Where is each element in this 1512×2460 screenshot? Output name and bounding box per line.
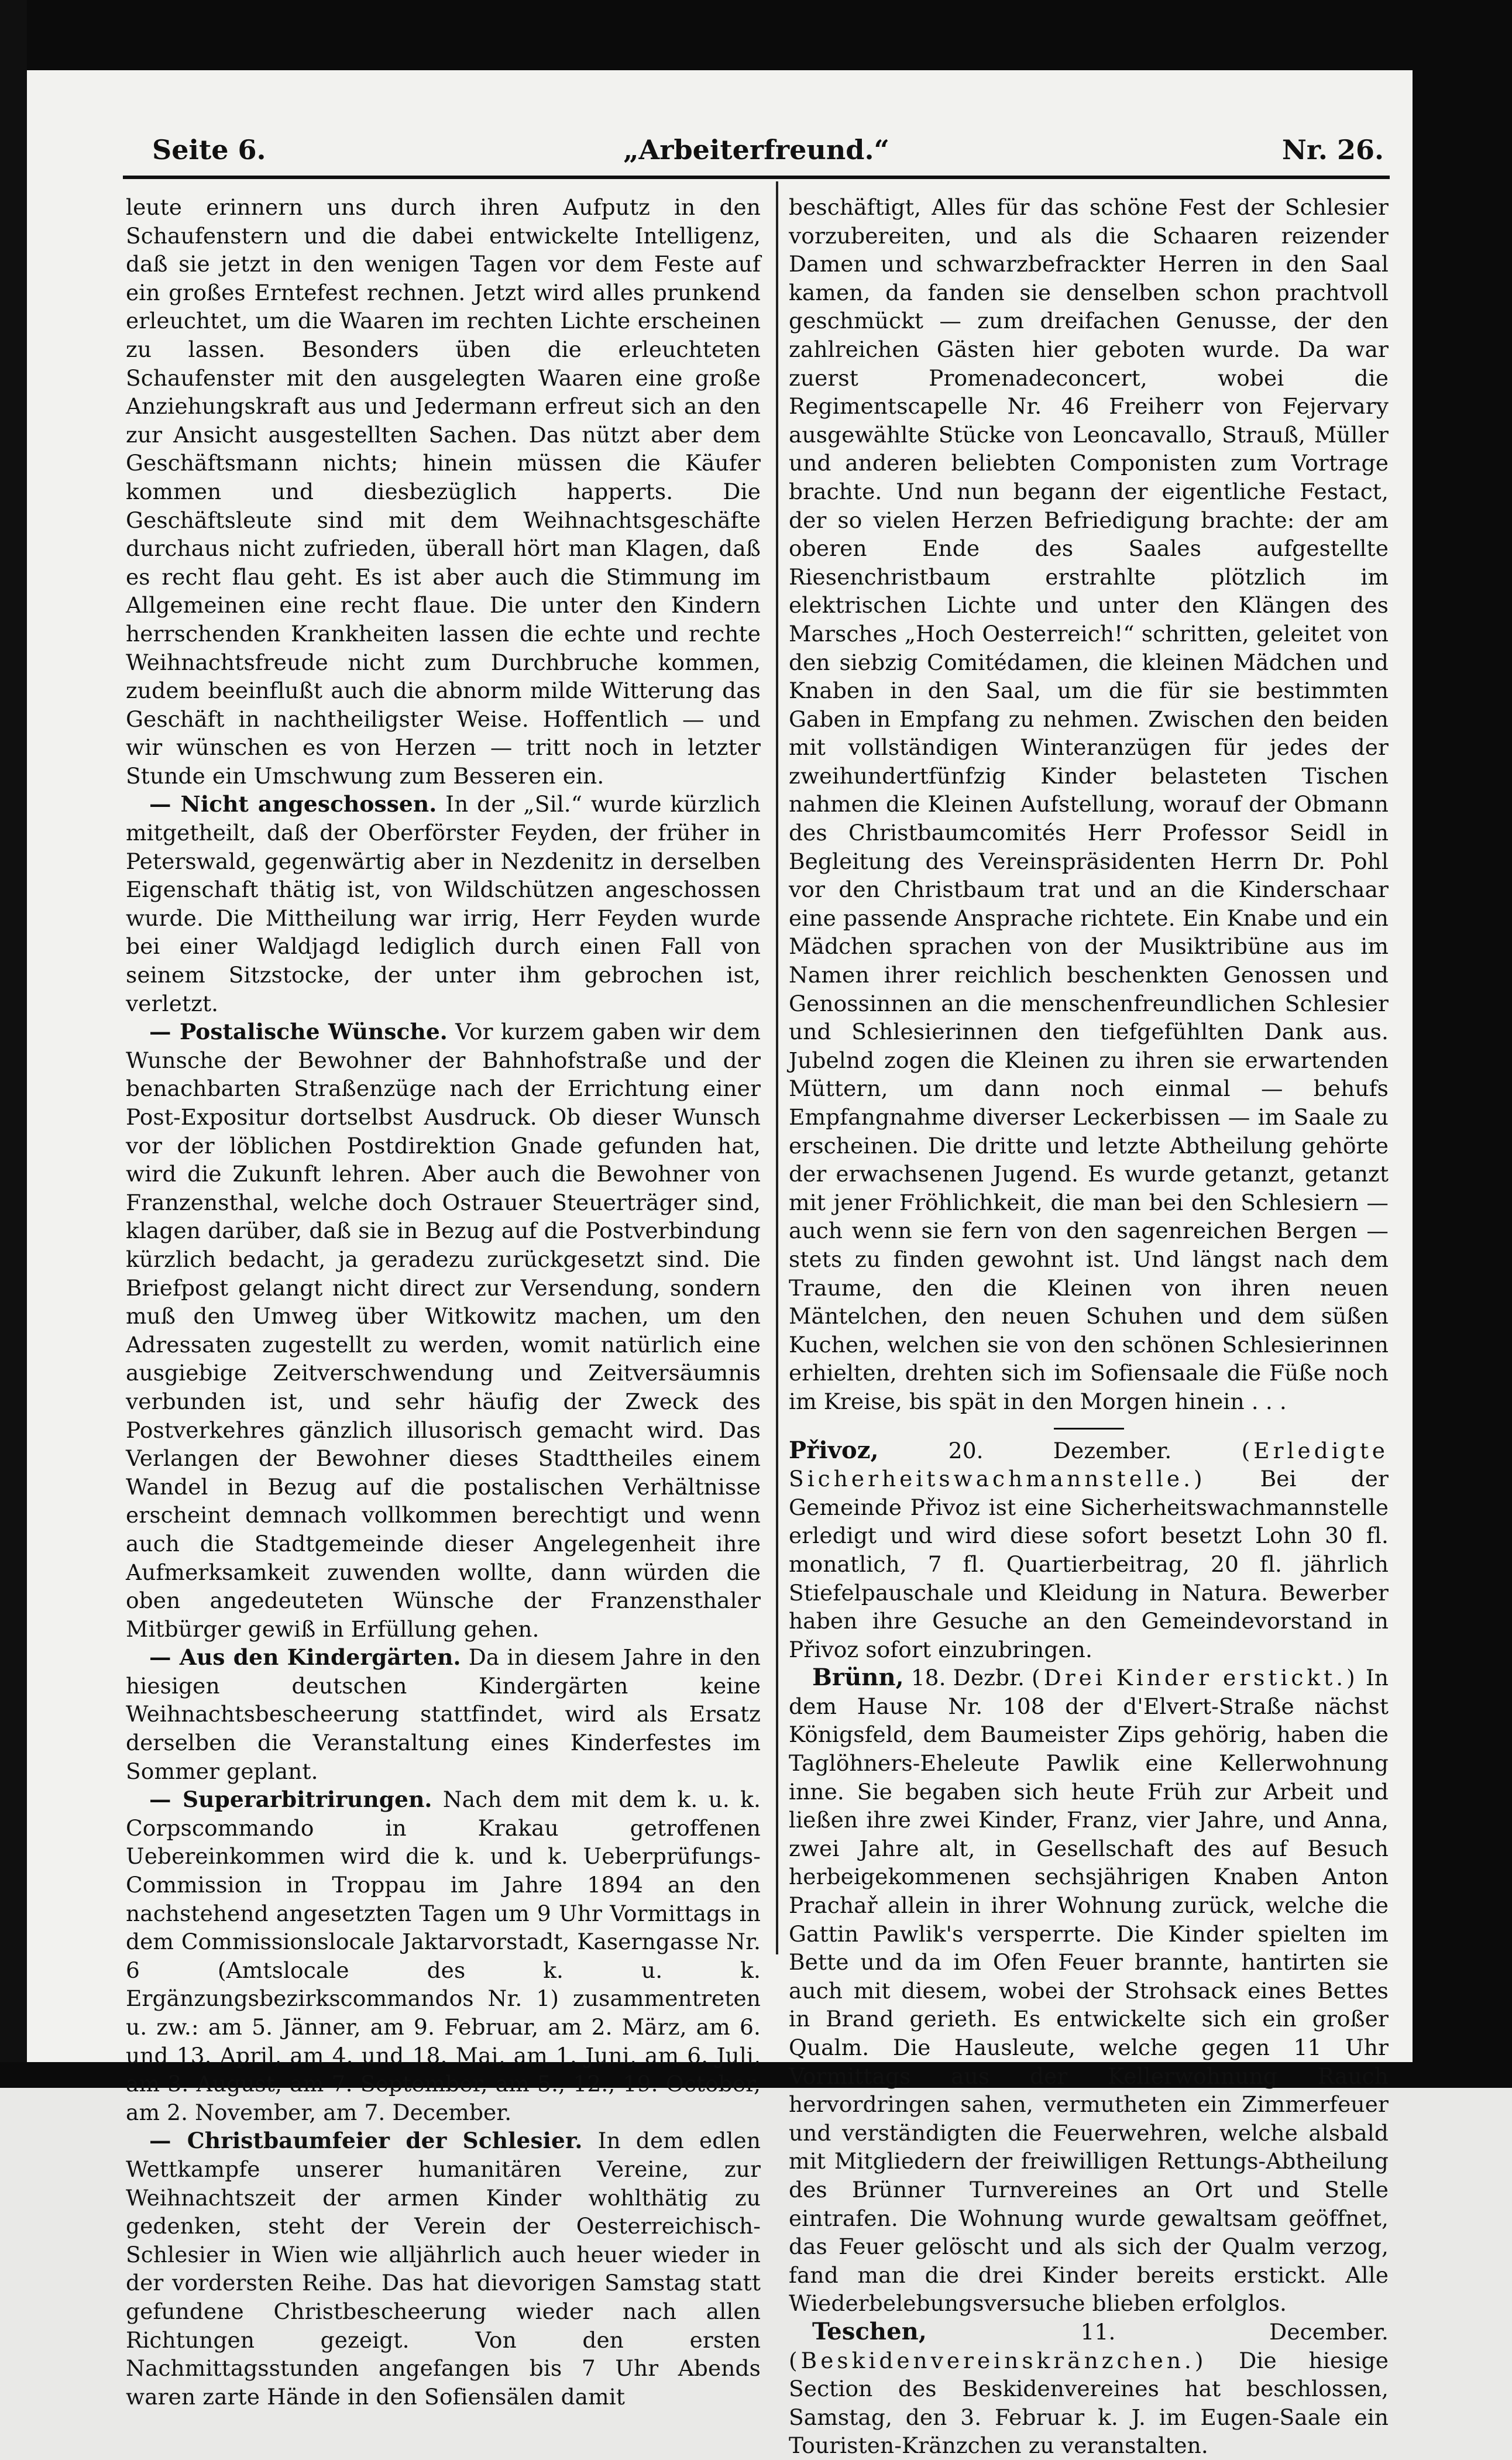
- news-heading: (Erledigte Sicherheitswachmannstelle.): [789, 1437, 1389, 1492]
- news-item: [789, 1437, 1389, 1664]
- article-paragraph: [126, 2126, 761, 2411]
- article-heading: — Superarbitrirungen.: [149, 1786, 432, 1813]
- article-heading: — Christbaumfeier der Schlesier.: [149, 2128, 583, 2154]
- news-text: In dem Hause Nr. 108 der d'Elvert-Straße nächst Königsfeld, dem Baumeister Zips gehörig, haben die Taglöhners-Eheleute Pawlik eine Kellerwohnung inne. Sie begaben sich heute Früh zur Arbeit und ließen ihre zwei Kinder, Franz, vier Jahre, und Anna, zwei Jahre alt, in Gesellschaft des auf Besuch herbeigekommenen sechsjährigen Knaben Anton Prachař allein in ihrer Wohnung zurück, welche die Gattin Pawlik's versperrte. Die Kinder spielten im Bette und da im Ofen Feuer brannte, hantirten sie auch mit diesem, wobei der Strohsack eines Bettes in Brand gerieth. Es entwickelte sich ein großer Qualm. Die Hausleute, welche gegen 11 Uhr Vormittags aus der Kellerwohnung Rauch hervordringen sahen, vermutheten ein Zimmerfeuer und verständigten die Feuerwehren, welche alsbald mit Mitgliedern der freiwilligen Rettungs-Abtheilung des Brünner Turnvereines an Ort und Stelle eintrafen. Die Wohnung wurde gewaltsam geöffnet, das Feuer gelöscht und als sich der Qualm verzog, fand man die drei Kinder bereits erstickt. Alle Wiederbelebungsversuche blieben erfolglos.: [789, 1665, 1389, 2317]
- news-item: [789, 2318, 1389, 2460]
- scan-border-top: [0, 0, 1512, 70]
- article-paragraph: [126, 1018, 761, 1643]
- right-column: [789, 193, 1389, 2459]
- article-heading: — Aus den Kindergärten.: [149, 1644, 461, 1671]
- article-paragraph: [126, 193, 761, 790]
- article-text: In der „Sil.“ wurde kürzlich mitgetheilt, daß der Oberförster Feyden, der früher in Peterswald, gegenwärtig aber in Nezdenitz in derselben Eigenschaft thätig ist, von Wildschützen angeschossen wurde. Die Mittheilung war irrig, Herr Feyden wurde bei einer Waldjagd lediglich durch einen Fall von seinem Sitzstocke, der unter ihm gebrochen ist, verletzt.: [126, 791, 761, 1016]
- section-separator: [1054, 1428, 1124, 1430]
- page-header: [123, 126, 1390, 173]
- left-column: [126, 193, 761, 2410]
- article-paragraph: [126, 790, 761, 1018]
- dateline-place: Brünn,: [812, 1664, 904, 1692]
- header-rule: [123, 176, 1390, 179]
- article-paragraph: [789, 193, 1389, 1416]
- scan-border-left: [0, 0, 27, 2088]
- article-text: Da in diesem Jahre in den hiesigen deutschen Kindergärten keine Weihnachtsbescheerung stattfindet, wird als Ersatz derselben die Veranstaltung eines Kinderfestes im Sommer geplant.: [126, 1644, 761, 1784]
- article-heading: — Nicht angeschossen.: [149, 791, 437, 817]
- article-paragraph: [126, 1643, 761, 1785]
- page-number: Seite 6.: [152, 134, 266, 166]
- issue-number: Nr. 26.: [1281, 134, 1384, 166]
- news-item: [789, 1664, 1389, 2318]
- dateline-date: 20. Dezember.: [948, 1437, 1172, 1463]
- scan-border-right: [1413, 0, 1512, 2088]
- dateline-place: Teschen,: [812, 2317, 927, 2345]
- article-text: Nach dem mit dem k. u. k. Corpscommando in Krakau getroffenen Uebereinkommen wird die k. und k. Ueberprüfungs-Commission in Troppau im Jahre 1894 an den nachstehend angesetzten Tagen um 9 Uhr Vormittags in dem Commissionslocale Jaktarvorstadt, Kaserngasse Nr. 6 (Amtslocale des k. u. k. Ergänzungsbezirkscommandos Nr. 1) zusammentreten u. zw.: am 5. Jänner, am 9. Februar, am 2. März, am 6. und 13. April, am 4. und 18. Mai, am 1. Juni, am 6. Juli, am 3. August, am 7. September, am 5., 12., 19. October, am 2. November, am 7. December.: [126, 1786, 761, 2125]
- article-text: leute erinnern uns durch ihren Aufputz in den Schaufenstern und die dabei entwickelte Intelligenz, daß sie jetzt in den wenigen Tagen vor dem Feste auf ein großes Erntefest rechnen. Jetzt wird alles prunkend erleuchtet, um die Waaren im rechten Lichte erscheinen zu lassen. Besonders üben die erleuchteten Schaufenster mit den ausgelegten Waaren eine große Anziehungskraft aus und Jedermann erfreut sich an den zur Ansicht ausgestellten Sachen. Das nützt aber dem Geschäftsmann nichts; hinein müssen die Käufer kommen und diesbezüglich happerts. Die Geschäftsleute sind mit dem Weihnachtsgeschäfte durchaus nicht zufrieden, überall hört man Klagen, daß es recht flau geht. Es ist aber auch die Stimmung im Allgemeinen eine recht flaue. Die unter den Kindern herrschenden Krankheiten lassen die echte und rechte Weihnachtsfreude nicht zum Durchbruche kommen, zudem beeinflußt auch die abnorm milde Witterung das Geschäft in nachtheiligster Weise. Hoffentlich — und wir wünschen es von Herzen — tritt noch in letzter Stunde ein Umschwung zum Besseren ein.: [126, 194, 761, 789]
- dateline-date: 11. December.: [1080, 2318, 1389, 2345]
- news-heading: (Beskidenvereinskränzchen.): [789, 2347, 1207, 2373]
- dateline-date: 18. Dezbr.: [910, 1665, 1025, 1691]
- article-text: Vor kurzem gaben wir dem Wunsche der Bewohner der Bahnhofstraße und der benachbarten Straßenzüge nach der Errichtung einer Post-Expositur dortselbst Ausdruck. Ob dieser Wunsch vor der löblichen Postdirektion Gnade gefunden hat, wird die Zukunft lehren. Aber auch die Bewohner von Franzensthal, welche doch Ostrauer Steuerträger sind, klagen darüber, daß sie in Bezug auf die Postverbindung kürzlich bedacht, ja geradezu zurückgesetzt sind. Die Briefpost gelangt nicht direct zur Versendung, sondern muß den Umweg über Witkowitz machen, um den Adressaten zugestellt zu werden, womit natürlich eine ausgiebige Zeitverschwendung und Zeitversäumnis verbunden ist, und sehr häufig der Zweck des Postverkehres gänzlich illusorisch gemacht wird. Das Verlangen der Bewohner dieses Stadttheiles einem Wandel in Bezug auf die postalischen Verhältnisse erscheint demnach vollkommen berechtigt und wenn auch die Stadtgemeinde dieser Angelegenheit ihre Aufmerksamkeit zuwenden wollte, dann würden die oben angedeuteten Wünsche der Franzensthaler Mitbürger gewiß in Erfüllung gehen.: [126, 1019, 761, 1642]
- article-text: beschäftigt, Alles für das schöne Fest der Schlesier vorzubereiten, und als die Schaaren reizender Damen und schwarzbefrackter Herren in den Saal kamen, da fanden sie denselben schon prachtvoll geschmückt — zum dreifachen Genusse, der den zahlreichen Gästen hier geboten wurde. Da war zuerst Promenadeconcert, wobei die Regimentscapelle Nr. 46 Freiherr von Fejervary ausgewählte Stücke von Leoncavallo, Strauß, Müller und anderen beliebten Componisten zum Vortrage brachte. Und nun begann der eigentliche Festact, der so vielen Herzen Befriedigung brachte: der am oberen Ende des Saales aufgestellte Riesenchristbaum erstrahlte plötzlich im elektrischen Lichte und unter den Klängen des Marsches „Hoch Oesterreich!“ schritten, geleitet von den siebzig Comitédamen, die kleinen Mädchen und Knaben in den Saal, um die für sie bestimmten Gaben in Empfang zu nehmen. Zwischen den beiden mit vollständigen Winteranzügen für jedes der zweihundertfünfzig Kinder belasteten Tischen nahmen die Kleinen Aufstellung, worauf der Obmann des Christbaumcomités Herr Professor Seidl in Begleitung des Vereinspräsidenten Herrn Dr. Pohl vor den Christbaum trat und an die Kinderschaar eine passende Ansprache richtete. Ein Knabe und ein Mädchen sprachen von der Musiktribüne aus im Namen ihrer reichlich beschenkten Genossen und Genossinnen an die menschenfreundlichen Schlesier und Schlesierinnen den tiefgefühlten Dank aus. Jubelnd zogen die Kleinen zu ihren sie erwartenden Müttern, um dann noch einmal — behufs Empfangnahme diverser Leckerbissen — im Saale zu erscheinen. Die dritte und letzte Abtheilung gehörte der erwachsenen Jugend. Es wurde getanzt, getanzt mit jener Fröhlichkeit, die man bei den Schlesiern — auch wenn sie fern von den sagenreichen Bergen — stets zu finden gewohnt ist. Und längst nach dem Traume, den die Kleinen von ihren neuen Mäntelchen, den neuen Schuhen und dem süßen Kuchen, welchen sie von den schönen Schlesierinnen erhielten, drehten sich im Sofiensaale die Füße noch im Kreise, bis spät in den Morgen hinein . . .: [789, 194, 1389, 1414]
- news-text: Bei der Gemeinde Přivoz ist eine Sicherheitswachmannstelle erledigt und wird diese sofort besetzt Lohn 30 fl. monatlich, 7 fl. Quartierbeitrag, 20 fl. jährlich Stiefelpauschale und Kleidung in Natura. Bewerber haben ihre Gesuche an den Gemeindevorstand in Přivoz sofort einzubringen.: [789, 1466, 1389, 1662]
- newspaper-title: „Arbeiterfreund.“: [623, 134, 889, 166]
- article-text: In dem edlen Wettkampfe unserer humanitären Vereine, zur Weihnachtszeit der armen Kinder wohlthätig zu gedenken, steht der Verein der Oesterreichisch-Schlesier in Wien wie alljährlich auch heuer wieder in der vordersten Reihe. Das hat dievorigen Samstag statt gefundene Christbescheerung wieder nach allen Richtungen gezeigt. Von den ersten Nachmittagsstunden angefangen bis 7 Uhr Abends waren zarte Hände in den Sofiensälen damit: [126, 2128, 761, 2410]
- news-text: Die hiesige Section des Beskidenvereines hat beschlossen, Samstag, den 3. Februar k. J. im Eugen-Saale ein Touristen-Kränzchen zu veranstalten.: [789, 2347, 1389, 2459]
- dateline-place: Přivoz,: [789, 1436, 879, 1464]
- article-paragraph: [126, 1785, 761, 2126]
- article-heading: — Postalische Wünsche.: [149, 1019, 448, 1045]
- column-divider: [776, 181, 778, 1954]
- news-heading: (Drei Kinder erstickt.): [1032, 1665, 1359, 1691]
